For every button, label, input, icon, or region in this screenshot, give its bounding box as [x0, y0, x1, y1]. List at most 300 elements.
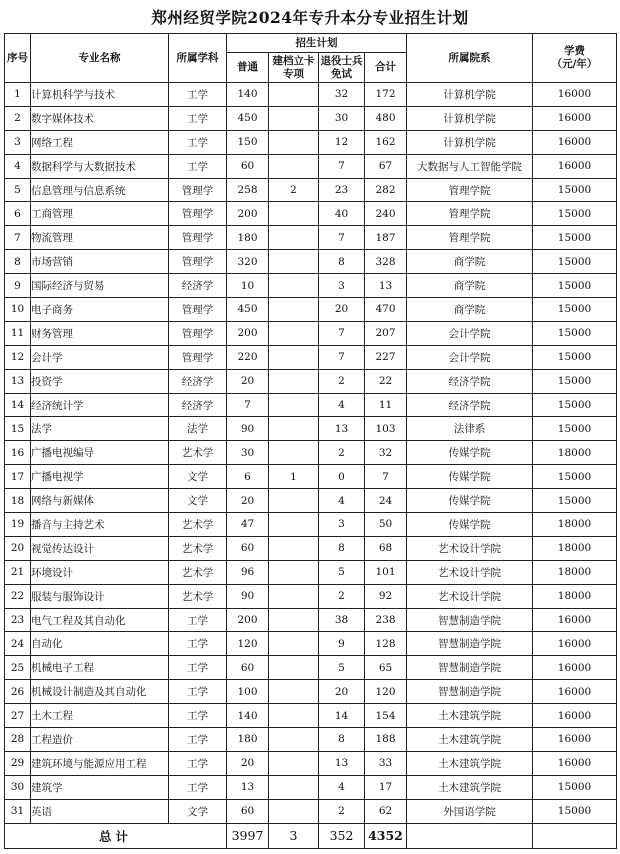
cell-total: 162: [365, 130, 407, 154]
cell-regular: 220: [227, 345, 269, 369]
header-veteran: [319, 53, 365, 83]
cell-discipline: 经济学: [169, 274, 227, 298]
table-row: [5, 536, 617, 560]
table-row: [5, 513, 617, 537]
cell-no: 22: [5, 584, 31, 608]
cell-regular: 140: [227, 83, 269, 107]
cell-major: 网络工程: [31, 130, 169, 154]
cell-total: 50: [365, 513, 407, 537]
cell-archive: [269, 154, 319, 178]
cell-fee: 16000: [533, 83, 617, 107]
cell-veteran: 3: [319, 274, 365, 298]
cell-department: 传媒学院: [407, 489, 533, 513]
cell-archive: [269, 83, 319, 107]
cell-no: 12: [5, 345, 31, 369]
table-row: [5, 704, 617, 728]
cell-fee: 16000: [533, 130, 617, 154]
cell-no: 17: [5, 465, 31, 489]
table-row: [5, 202, 617, 226]
cell-archive: [269, 536, 319, 560]
cell-discipline: 工学: [169, 704, 227, 728]
cell-department: 艺术设计学院: [407, 560, 533, 584]
table-row: [5, 345, 617, 369]
cell-total: 92: [365, 584, 407, 608]
cell-fee: 15000: [533, 226, 617, 250]
cell-fee: 15000: [533, 178, 617, 202]
cell-department: 管理学院: [407, 178, 533, 202]
cell-no: 29: [5, 751, 31, 775]
cell-no: 6: [5, 202, 31, 226]
cell-fee: 15000: [533, 369, 617, 393]
table-row: [5, 680, 617, 704]
cell-regular: 60: [227, 154, 269, 178]
cell-veteran: 32: [319, 83, 365, 107]
cell-total: 172: [365, 83, 407, 107]
cell-discipline: 工学: [169, 751, 227, 775]
cell-department: 计算机学院: [407, 106, 533, 130]
cell-discipline: 管理学: [169, 250, 227, 274]
header-fee: [533, 34, 617, 83]
cell-major: 工商管理: [31, 202, 169, 226]
cell-regular: 60: [227, 799, 269, 823]
cell-fee: 18000: [533, 441, 617, 465]
cell-total: 32: [365, 441, 407, 465]
cell-archive: [269, 656, 319, 680]
cell-regular: 13: [227, 775, 269, 799]
cell-total: 33: [365, 751, 407, 775]
cell-archive: [269, 321, 319, 345]
cell-major: 播音与主持艺术: [31, 513, 169, 537]
cell-archive: [269, 130, 319, 154]
cell-regular: 180: [227, 728, 269, 752]
header-fee-line1: 学费: [564, 45, 585, 57]
table-row: [5, 560, 617, 584]
total-sum: 4352: [365, 823, 407, 848]
header-regular: 普通: [227, 53, 269, 83]
cell-archive: [269, 250, 319, 274]
total-department-empty: [407, 823, 533, 848]
cell-major: 物流管理: [31, 226, 169, 250]
cell-no: 15: [5, 417, 31, 441]
cell-fee: 16000: [533, 751, 617, 775]
cell-fee: 18000: [533, 584, 617, 608]
cell-no: 16: [5, 441, 31, 465]
cell-total: 240: [365, 202, 407, 226]
cell-fee: 16000: [533, 632, 617, 656]
cell-veteran: 2: [319, 369, 365, 393]
cell-discipline: 艺术学: [169, 560, 227, 584]
cell-veteran: 4: [319, 775, 365, 799]
cell-total: 101: [365, 560, 407, 584]
cell-archive: [269, 106, 319, 130]
header-subtotal: 合计: [365, 53, 407, 83]
cell-total: 24: [365, 489, 407, 513]
cell-discipline: 艺术学: [169, 536, 227, 560]
cell-major: 机械设计制造及其自动化: [31, 680, 169, 704]
cell-regular: 7: [227, 393, 269, 417]
cell-major: 工程造价: [31, 728, 169, 752]
cell-department: 外国语学院: [407, 799, 533, 823]
cell-department: 传媒学院: [407, 441, 533, 465]
cell-no: 30: [5, 775, 31, 799]
cell-major: 广播电视编导: [31, 441, 169, 465]
cell-department: 经济学院: [407, 393, 533, 417]
cell-no: 1: [5, 83, 31, 107]
cell-no: 27: [5, 704, 31, 728]
cell-regular: 200: [227, 202, 269, 226]
cell-veteran: 7: [319, 345, 365, 369]
cell-archive: [269, 775, 319, 799]
cell-major: 电气工程及其自动化: [31, 608, 169, 632]
cell-discipline: 管理学: [169, 226, 227, 250]
cell-veteran: 14: [319, 704, 365, 728]
cell-no: 14: [5, 393, 31, 417]
cell-archive: [269, 680, 319, 704]
cell-total: 187: [365, 226, 407, 250]
cell-no: 11: [5, 321, 31, 345]
cell-regular: 20: [227, 369, 269, 393]
cell-archive: [269, 799, 319, 823]
cell-discipline: 工学: [169, 106, 227, 130]
cell-major: 国际经济与贸易: [31, 274, 169, 298]
cell-veteran: 4: [319, 489, 365, 513]
cell-discipline: 艺术学: [169, 584, 227, 608]
cell-major: 环境设计: [31, 560, 169, 584]
cell-department: 计算机学院: [407, 83, 533, 107]
cell-department: 商学院: [407, 250, 533, 274]
cell-major: 会计学: [31, 345, 169, 369]
cell-total: 207: [365, 321, 407, 345]
cell-regular: 100: [227, 680, 269, 704]
cell-total: 13: [365, 274, 407, 298]
header-major: 专业名称: [31, 34, 169, 83]
cell-veteran: 13: [319, 751, 365, 775]
cell-veteran: 7: [319, 226, 365, 250]
cell-department: 会计学院: [407, 345, 533, 369]
table-row: [5, 608, 617, 632]
cell-archive: [269, 560, 319, 584]
table-row: [5, 656, 617, 680]
cell-discipline: 工学: [169, 728, 227, 752]
cell-department: 土木建筑学院: [407, 728, 533, 752]
cell-discipline: 工学: [169, 608, 227, 632]
cell-total: 154: [365, 704, 407, 728]
header-department: 所属院系: [407, 34, 533, 83]
cell-veteran: 2: [319, 799, 365, 823]
cell-archive: [269, 728, 319, 752]
cell-regular: 200: [227, 321, 269, 345]
cell-regular: 30: [227, 441, 269, 465]
cell-no: 2: [5, 106, 31, 130]
cell-discipline: 管理学: [169, 345, 227, 369]
cell-major: 财务管理: [31, 321, 169, 345]
cell-department: 智慧制造学院: [407, 656, 533, 680]
cell-major: 数字媒体技术: [31, 106, 169, 130]
cell-no: 21: [5, 560, 31, 584]
cell-department: 传媒学院: [407, 465, 533, 489]
cell-fee: 15000: [533, 393, 617, 417]
cell-total: 120: [365, 680, 407, 704]
cell-major: 服装与服饰设计: [31, 584, 169, 608]
cell-department: 经济学院: [407, 369, 533, 393]
table-row: [5, 799, 617, 823]
cell-fee: 15000: [533, 321, 617, 345]
cell-major: 信息管理与信息系统: [31, 178, 169, 202]
cell-fee: 15000: [533, 775, 617, 799]
cell-veteran: 8: [319, 728, 365, 752]
cell-archive: [269, 417, 319, 441]
cell-regular: 47: [227, 513, 269, 537]
cell-fee: 16000: [533, 728, 617, 752]
cell-no: 24: [5, 632, 31, 656]
cell-discipline: 管理学: [169, 321, 227, 345]
header-no: 序号: [5, 34, 31, 83]
cell-fee: 15000: [533, 274, 617, 298]
cell-department: 商学院: [407, 298, 533, 322]
cell-department: 管理学院: [407, 202, 533, 226]
cell-fee: 15000: [533, 298, 617, 322]
cell-total: 62: [365, 799, 407, 823]
cell-discipline: 经济学: [169, 393, 227, 417]
cell-major: 计算机科学与技术: [31, 83, 169, 107]
table-row: [5, 775, 617, 799]
cell-department: 计算机学院: [407, 130, 533, 154]
cell-regular: 20: [227, 751, 269, 775]
cell-department: 土木建筑学院: [407, 775, 533, 799]
cell-veteran: 7: [319, 154, 365, 178]
total-label: 总计: [5, 823, 227, 848]
cell-fee: 15000: [533, 799, 617, 823]
cell-archive: [269, 345, 319, 369]
table-row: [5, 369, 617, 393]
cell-archive: [269, 369, 319, 393]
cell-discipline: 管理学: [169, 178, 227, 202]
cell-archive: [269, 704, 319, 728]
cell-regular: 20: [227, 489, 269, 513]
cell-major: 法学: [31, 417, 169, 441]
cell-fee: 15000: [533, 417, 617, 441]
cell-discipline: 艺术学: [169, 513, 227, 537]
cell-archive: [269, 632, 319, 656]
cell-fee: 15000: [533, 250, 617, 274]
cell-veteran: 3: [319, 513, 365, 537]
cell-fee: 18000: [533, 536, 617, 560]
cell-no: 8: [5, 250, 31, 274]
cell-fee: 16000: [533, 680, 617, 704]
cell-discipline: 工学: [169, 130, 227, 154]
cell-no: 25: [5, 656, 31, 680]
cell-discipline: 工学: [169, 83, 227, 107]
cell-discipline: 工学: [169, 656, 227, 680]
cell-archive: [269, 274, 319, 298]
total-veteran: 352: [319, 823, 365, 848]
cell-major: 建筑学: [31, 775, 169, 799]
cell-regular: 10: [227, 274, 269, 298]
cell-veteran: 23: [319, 178, 365, 202]
cell-veteran: 40: [319, 202, 365, 226]
cell-no: 10: [5, 298, 31, 322]
cell-no: 7: [5, 226, 31, 250]
header-archive-line1: 建档立卡: [272, 54, 315, 67]
cell-veteran: 5: [319, 560, 365, 584]
cell-no: 26: [5, 680, 31, 704]
cell-regular: 258: [227, 178, 269, 202]
table-row: [5, 226, 617, 250]
cell-total: 470: [365, 298, 407, 322]
cell-no: 4: [5, 154, 31, 178]
cell-discipline: 艺术学: [169, 441, 227, 465]
cell-no: 13: [5, 369, 31, 393]
cell-veteran: 8: [319, 536, 365, 560]
cell-regular: 90: [227, 584, 269, 608]
cell-department: 会计学院: [407, 321, 533, 345]
cell-regular: 150: [227, 130, 269, 154]
cell-archive: [269, 202, 319, 226]
cell-regular: 200: [227, 608, 269, 632]
cell-veteran: 5: [319, 656, 365, 680]
cell-fee: 15000: [533, 465, 617, 489]
cell-department: 智慧制造学院: [407, 608, 533, 632]
table-row: [5, 83, 617, 107]
cell-fee: 16000: [533, 154, 617, 178]
cell-veteran: 30: [319, 106, 365, 130]
cell-veteran: 9: [319, 632, 365, 656]
cell-no: 19: [5, 513, 31, 537]
cell-major: 数据科学与大数据技术: [31, 154, 169, 178]
cell-total: 282: [365, 178, 407, 202]
cell-discipline: 法学: [169, 417, 227, 441]
table-row: [5, 154, 617, 178]
cell-discipline: 管理学: [169, 202, 227, 226]
cell-regular: 60: [227, 536, 269, 560]
cell-department: 传媒学院: [407, 513, 533, 537]
cell-major: 视觉传达设计: [31, 536, 169, 560]
cell-major: 英语: [31, 799, 169, 823]
cell-total: 68: [365, 536, 407, 560]
cell-regular: 140: [227, 704, 269, 728]
cell-no: 28: [5, 728, 31, 752]
header-archive-card: [269, 53, 319, 83]
cell-major: 电子商务: [31, 298, 169, 322]
cell-major: 建筑环境与能源应用工程: [31, 751, 169, 775]
cell-major: 经济统计学: [31, 393, 169, 417]
header-fee-line2: （元/年）: [551, 58, 598, 70]
cell-discipline: 工学: [169, 154, 227, 178]
cell-department: 管理学院: [407, 226, 533, 250]
header-veteran-line2: 免试: [331, 67, 352, 80]
cell-veteran: 8: [319, 250, 365, 274]
cell-veteran: 12: [319, 130, 365, 154]
cell-regular: 450: [227, 106, 269, 130]
cell-discipline: 经济学: [169, 369, 227, 393]
table-row: [5, 584, 617, 608]
cell-no: 3: [5, 130, 31, 154]
cell-archive: [269, 489, 319, 513]
cell-veteran: 38: [319, 608, 365, 632]
cell-department: 土木建筑学院: [407, 751, 533, 775]
table-row: [5, 178, 617, 202]
cell-department: 智慧制造学院: [407, 680, 533, 704]
cell-major: 自动化: [31, 632, 169, 656]
cell-total: 238: [365, 608, 407, 632]
header-discipline: 所属学科: [169, 34, 227, 83]
table-row: [5, 393, 617, 417]
cell-regular: 6: [227, 465, 269, 489]
cell-major: 机械电子工程: [31, 656, 169, 680]
cell-no: 31: [5, 799, 31, 823]
cell-veteran: 13: [319, 417, 365, 441]
enrollment-plan-table: [4, 33, 617, 849]
table-row: [5, 417, 617, 441]
table-row: [5, 298, 617, 322]
cell-archive: 1: [269, 465, 319, 489]
cell-archive: [269, 751, 319, 775]
cell-department: 土木建筑学院: [407, 704, 533, 728]
table-row: [5, 106, 617, 130]
cell-total: 328: [365, 250, 407, 274]
cell-fee: 15000: [533, 202, 617, 226]
total-regular: 3997: [227, 823, 269, 848]
cell-major: 网络与新媒体: [31, 489, 169, 513]
cell-discipline: 文学: [169, 465, 227, 489]
cell-total: 103: [365, 417, 407, 441]
cell-department: 法律系: [407, 417, 533, 441]
table-body: [5, 83, 617, 824]
table-row: [5, 321, 617, 345]
table-row: [5, 728, 617, 752]
header-archive-line2: 专项: [283, 67, 304, 80]
cell-regular: 120: [227, 632, 269, 656]
header-plan-group: 招生计划: [227, 34, 407, 53]
page-title: 郑州经贸学院2024年专升本分专业招生计划: [151, 8, 469, 27]
cell-fee: 18000: [533, 513, 617, 537]
cell-archive: [269, 393, 319, 417]
cell-total: 227: [365, 345, 407, 369]
cell-archive: [269, 608, 319, 632]
cell-veteran: 2: [319, 584, 365, 608]
cell-discipline: 管理学: [169, 298, 227, 322]
header-row-1: [5, 34, 617, 53]
cell-total: 67: [365, 154, 407, 178]
cell-total: 22: [365, 369, 407, 393]
table-row: [5, 489, 617, 513]
cell-archive: [269, 298, 319, 322]
table-row: [5, 751, 617, 775]
cell-discipline: 工学: [169, 632, 227, 656]
cell-department: 商学院: [407, 274, 533, 298]
cell-fee: 15000: [533, 489, 617, 513]
cell-total: 11: [365, 393, 407, 417]
cell-fee: 15000: [533, 345, 617, 369]
cell-discipline: 文学: [169, 799, 227, 823]
cell-total: 7: [365, 465, 407, 489]
table-row: [5, 632, 617, 656]
total-archive: 3: [269, 823, 319, 848]
cell-veteran: 0: [319, 465, 365, 489]
cell-total: 65: [365, 656, 407, 680]
cell-regular: 90: [227, 417, 269, 441]
cell-archive: 2: [269, 178, 319, 202]
cell-total: 188: [365, 728, 407, 752]
cell-veteran: 4: [319, 393, 365, 417]
cell-major: 广播电视学: [31, 465, 169, 489]
cell-archive: [269, 513, 319, 537]
cell-no: 5: [5, 178, 31, 202]
cell-regular: 450: [227, 298, 269, 322]
table-row: [5, 441, 617, 465]
cell-no: 9: [5, 274, 31, 298]
cell-total: 480: [365, 106, 407, 130]
